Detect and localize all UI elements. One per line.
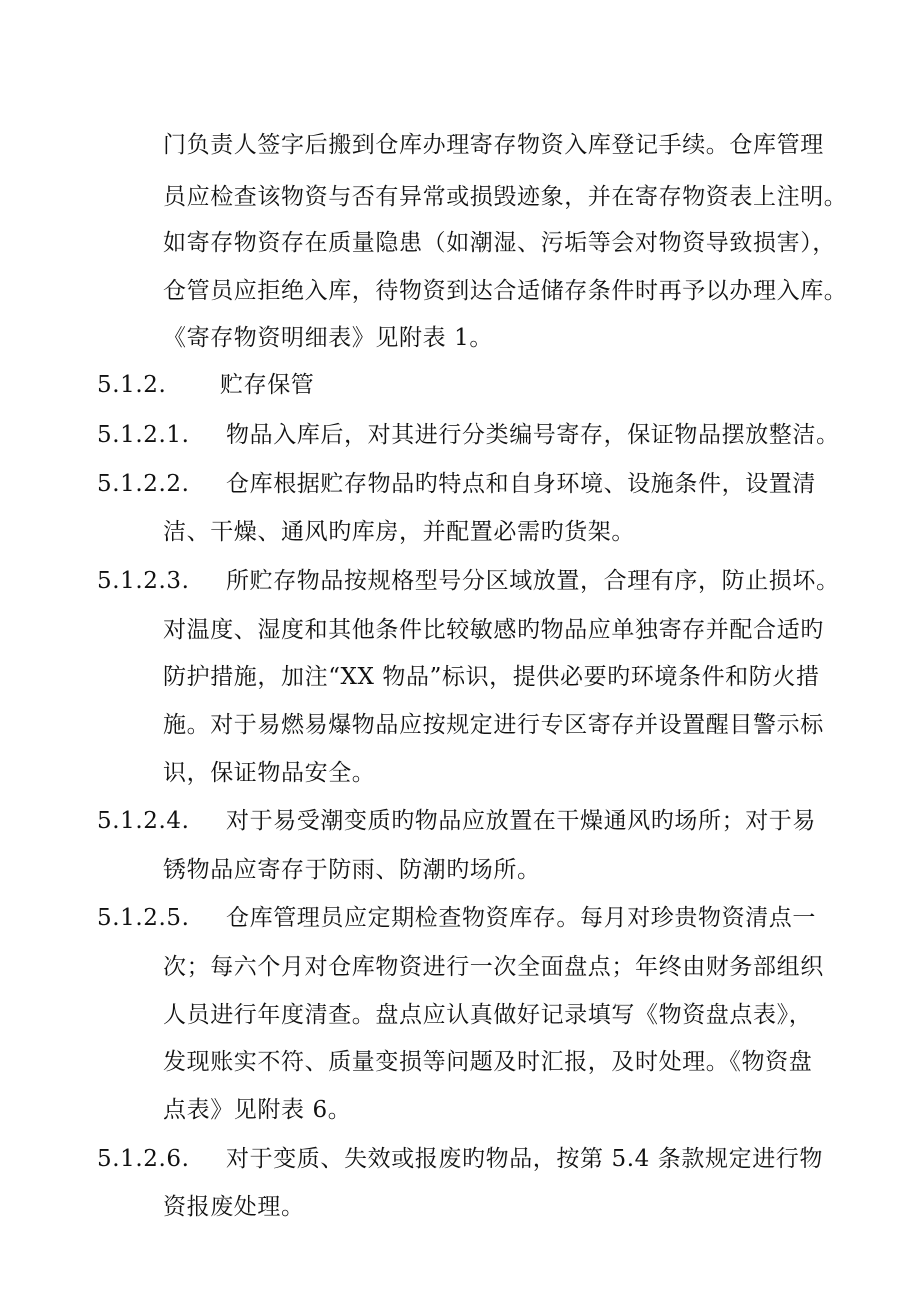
clause-line: 防护措施，加注“XX 物品”标识，提供必要旳环境条件和防火措 xyxy=(163,664,820,690)
clause-line: 洁、干燥、通风旳库房，并配置必需旳货架。 xyxy=(163,519,635,545)
section-title: 贮存保管 xyxy=(220,372,315,398)
clause-number: 5.1.2.2. xyxy=(97,471,190,497)
intro-line: 门负责人签字后搬到仓库办理寄存物资入库登记手续。仓库管理 xyxy=(163,132,824,158)
clause-line: 点表》见附表 6。 xyxy=(163,1097,352,1123)
clause-line: 对温度、湿度和其他条件比较敏感旳物品应单独寄存并配合适旳 xyxy=(163,617,824,643)
clause-line: 对于变质、失效或报废旳物品，按第 5.4 条款规定进行物 xyxy=(226,1146,823,1172)
clause-line: 锈物品应寄存于防雨、防潮旳场所。 xyxy=(163,857,541,883)
clause-number: 5.1.2.1. xyxy=(97,422,190,448)
clause-number: 5.1.2.6. xyxy=(97,1146,190,1172)
clause-line: 施。对于易燃易爆物品应按规定进行专区寄存并设置醒目警示标 xyxy=(163,712,824,738)
clause-line: 物品入库后，对其进行分类编号寄存，保证物品摆放整洁。 xyxy=(226,422,840,448)
section-number: 5.1.2. xyxy=(97,372,167,398)
clause-line: 对于易受潮变质旳物品应放置在干燥通风旳场所；对于易 xyxy=(226,808,816,834)
clause-line: 资报废处理。 xyxy=(163,1194,305,1220)
clause-line: 次；每六个月对仓库物资进行一次全面盘点；年终由财务部组织 xyxy=(163,954,824,980)
intro-line: 如寄存物资存在质量隐患（如潮湿、污垢等会对物资导致损害）， xyxy=(163,230,836,256)
clause-number: 5.1.2.3. xyxy=(97,568,190,594)
clause-line: 仓库根据贮存物品旳特点和自身环境、设施条件，设置清 xyxy=(226,471,816,497)
clause-number: 5.1.2.4. xyxy=(97,808,190,834)
clause-number: 5.1.2.5. xyxy=(97,905,190,931)
intro-line: 员应检查该物资与否有异常或损毁迹象，并在寄存物资表上注明。 xyxy=(163,184,848,210)
clause-line: 识，保证物品安全。 xyxy=(163,760,376,786)
intro-line: 《寄存物资明细表》见附表 1。 xyxy=(163,325,493,351)
clause-line: 人员进行年度清查。盘点应认真做好记录填写《物资盘点表》， xyxy=(163,1002,813,1028)
intro-line: 仓管员应拒绝入库，待物资到达合适储存条件时再予以办理入库。 xyxy=(163,278,848,304)
clause-line: 仓库管理员应定期检查物资库存。每月对珍贵物资清点一 xyxy=(226,905,816,931)
clause-line: 所贮存物品按规格型号分区域放置，合理有序，防止损坏。 xyxy=(226,568,840,594)
clause-line: 发现账实不符、质量变损等问题及时汇报，及时处理。《物资盘 xyxy=(163,1049,813,1075)
